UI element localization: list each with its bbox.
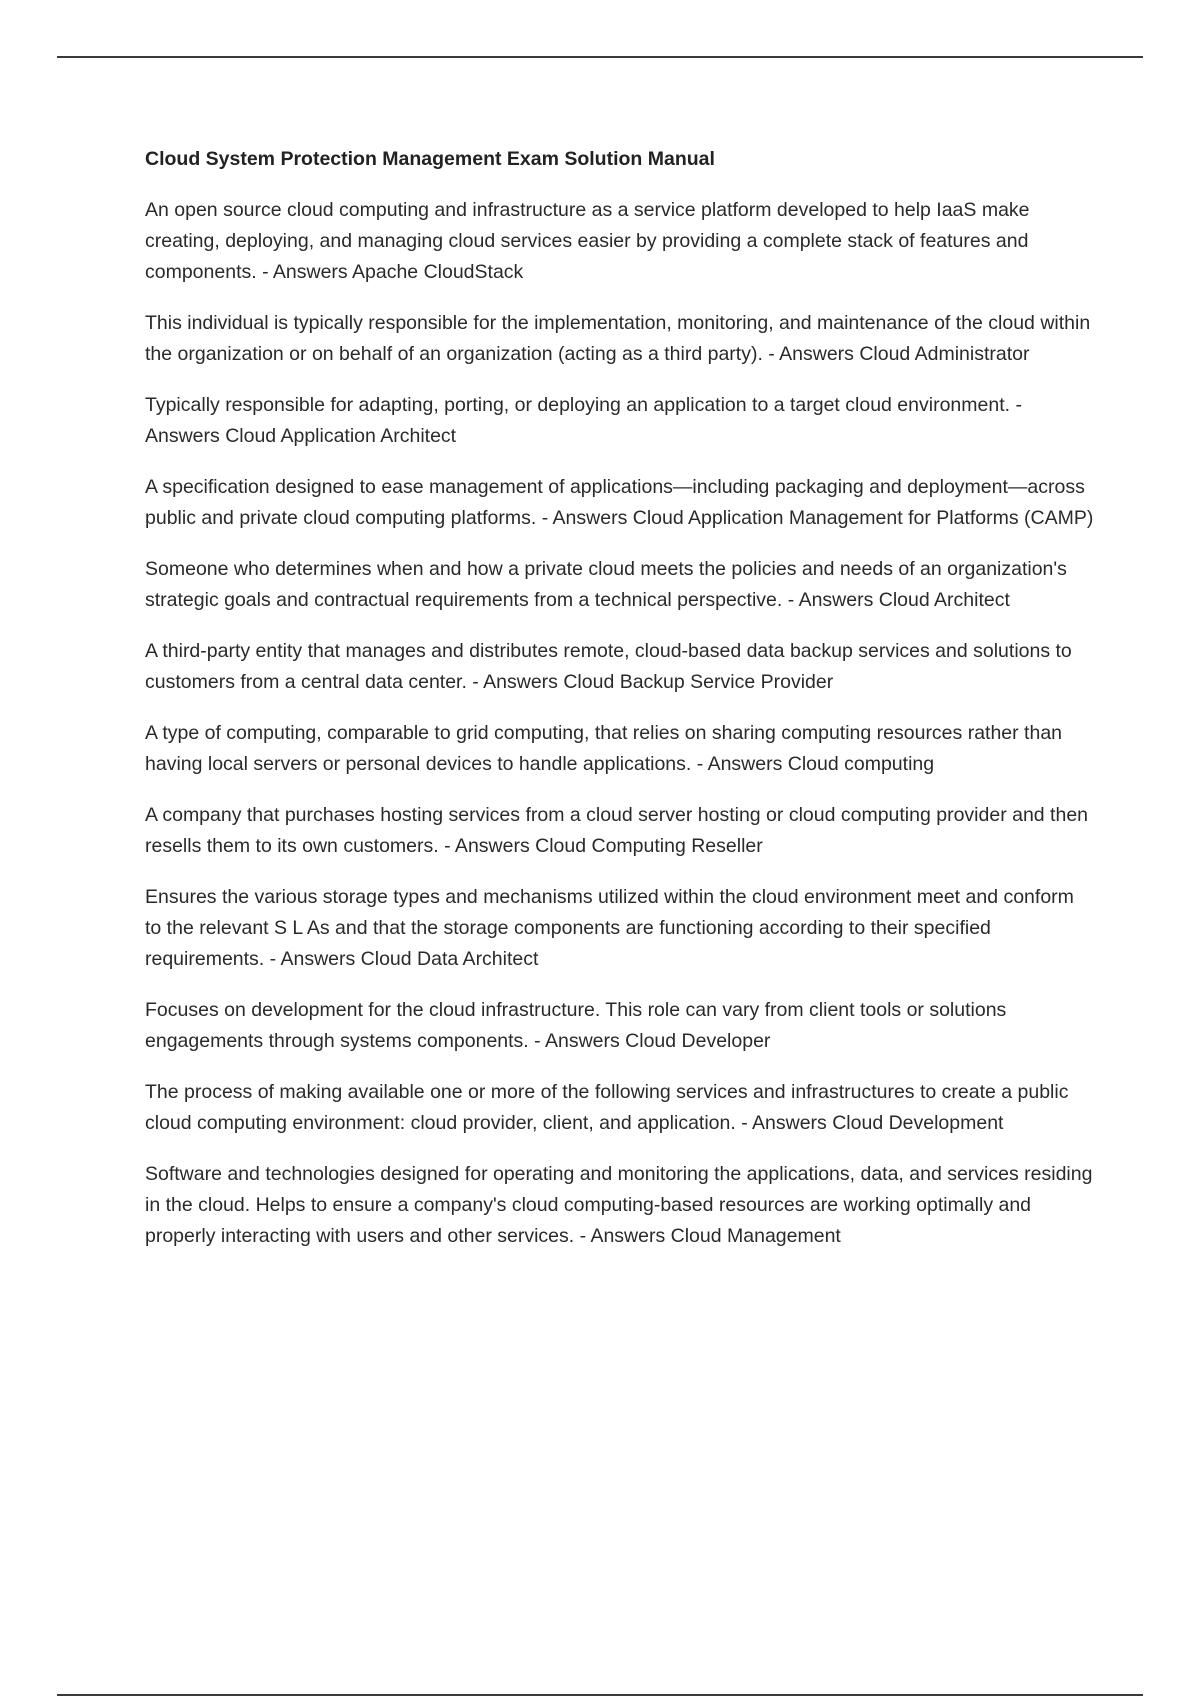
header-rule bbox=[57, 56, 1143, 58]
document-title: Cloud System Protection Management Exam Solution Manual bbox=[145, 148, 715, 170]
qa-item: A company that purchases hosting services from a cloud server hosting or cloud computing provider and then resells them to its own customers. - Answers Cloud Computing Reseller bbox=[145, 804, 1089, 857]
qa-item: Focuses on development for the cloud infrastructure. This role can vary from client tools or solutions engagements through systems components. - Answers Cloud Developer bbox=[145, 999, 1007, 1052]
footer-rule bbox=[57, 1694, 1143, 1696]
qa-item: A type of computing, comparable to grid computing, that relies on sharing computing resources rather than having local servers or personal devices to handle applications. - Answers Cloud computing bbox=[145, 722, 1063, 775]
qa-item: Ensures the various storage types and mechanisms utilized within the cloud environment meet and conform to the relevant S L As and that the storage components are functioning according to their specified requirements. - Answers Cloud Data Architect bbox=[145, 886, 1074, 970]
qa-item: A third-party entity that manages and distributes remote, cloud-based data backup services and solutions to customers from a central data center. - Answers Cloud Backup Service Provider bbox=[145, 640, 1072, 693]
qa-item: This individual is typically responsible for the implementation, monitoring, and maintenance of the cloud within the organization or on behalf of an organization (acting as a third party). - Answers Cloud Administrator bbox=[145, 312, 1091, 365]
qa-item: Software and technologies designed for operating and monitoring the applications, data, and services residing in the cloud. Helps to ensure a company's cloud computing-based resources are working optimally and properly interacting with users and other services. - Answers Cloud Management bbox=[145, 1163, 1093, 1247]
qa-item: A specification designed to ease management of applications—including packaging and deployment—across public and private cloud computing platforms. - Answers Cloud Application Management for Platforms (CAMP) bbox=[145, 476, 1094, 529]
document-body bbox=[145, 144, 1095, 1272]
qa-item: An open source cloud computing and infrastructure as a service platform developed to help IaaS make creating, deploying, and managing cloud services easier by providing a complete stack of features and components. - Answers Apache CloudStack bbox=[145, 199, 1030, 283]
qa-item: Typically responsible for adapting, porting, or deploying an application to a target cloud environment. - Answers Cloud Application Architect bbox=[145, 394, 1022, 447]
qa-item: Someone who determines when and how a private cloud meets the policies and needs of an organization's strategic goals and contractual requirements from a technical perspective. - Answers Cloud Architect bbox=[145, 558, 1067, 611]
qa-item: The process of making available one or more of the following services and infrastructures to create a public cloud computing environment: cloud provider, client, and application. - Answers Cloud Development bbox=[145, 1081, 1069, 1134]
